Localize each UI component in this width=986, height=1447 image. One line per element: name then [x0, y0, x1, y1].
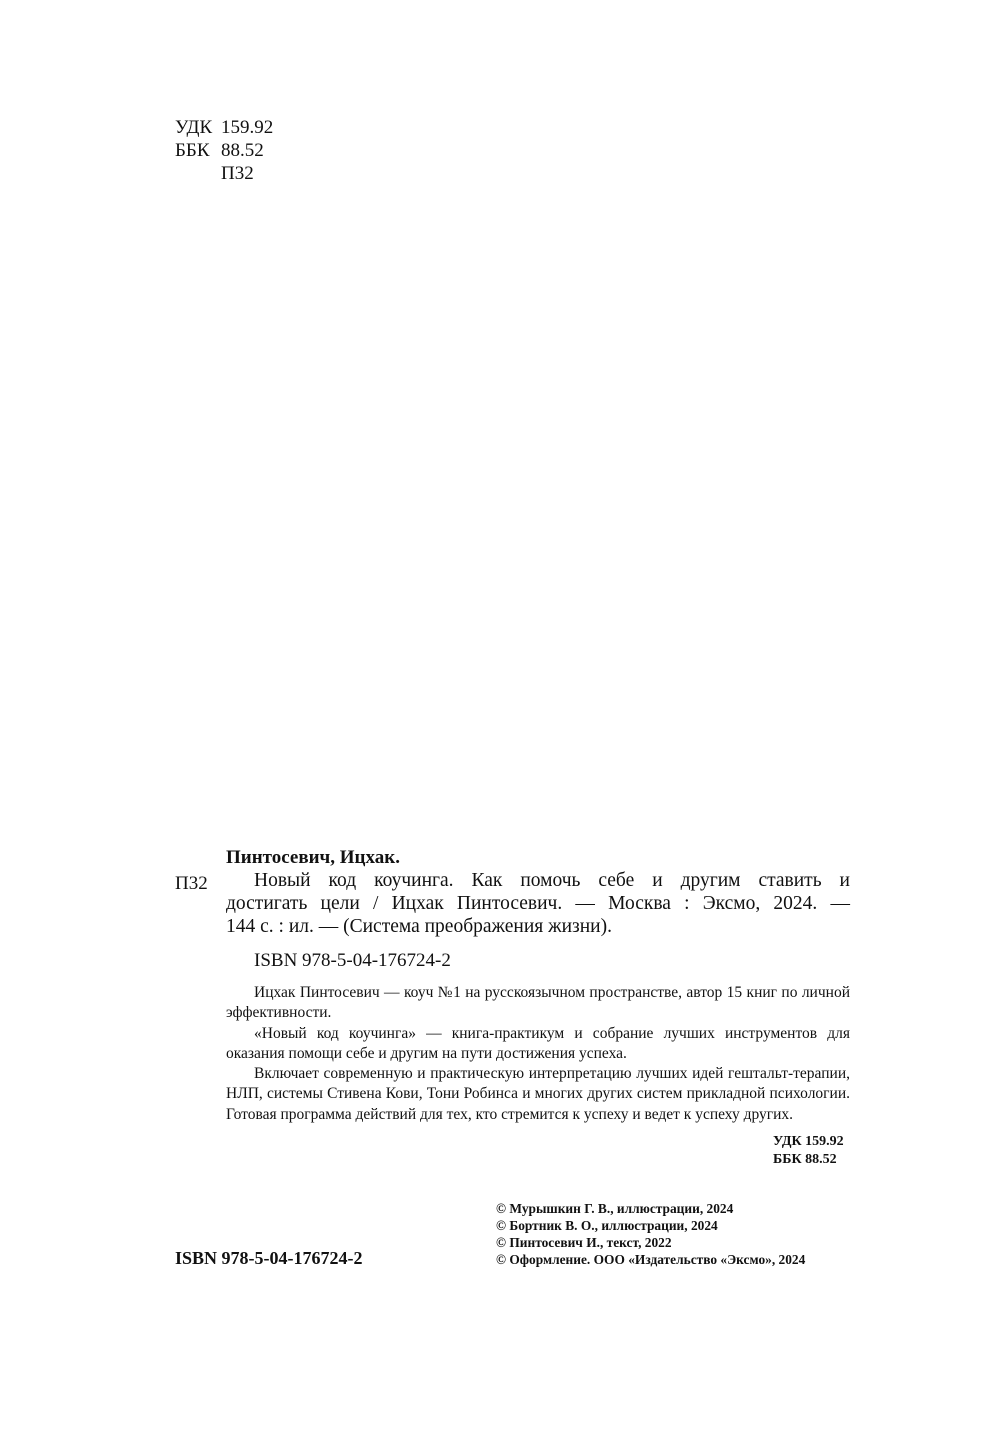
bbk-label: ББК — [175, 140, 210, 161]
annotation-paragraph: «Новый код коучинга» — книга-практикум и собрание лучших инструментов для оказания помощи себе и другим на пути достижения успеха. — [226, 1024, 850, 1062]
author-code-top: П32 — [221, 163, 254, 184]
annotation — [226, 983, 850, 1125]
copyright-block — [496, 1200, 805, 1268]
copyright-line: © Мурышкин Г. В., иллюстрации, 2024 — [496, 1201, 734, 1216]
card-description — [226, 869, 850, 938]
card-isbn: ISBN 978-5-04-176724-2 — [254, 950, 451, 971]
copyright-line: © Оформление. ООО «Издательство «Эксмо», 2024 — [496, 1252, 806, 1267]
udk-value: 159.92 — [221, 117, 274, 138]
card-description-line: достигать цели / Ицхак Пинтосевич. — Москва : Эксмо, 2024. — — [226, 893, 850, 914]
card-author-code: П32 — [175, 873, 208, 894]
copyright-line: © Пинтосевич И., текст, 2022 — [496, 1235, 672, 1250]
udk-top — [175, 116, 273, 139]
card-author: Пинтосевич, Ицхак. — [226, 847, 400, 868]
udk-label: УДК — [175, 117, 213, 138]
annotation-paragraph: Включает современную и практическую интерпретацию лучших идей гештальт-терапии, НЛП, системы Стивена Кови, Тони Робинса и многих других систем прикладной психологии. Готовая программа действий для тех, кто стремится к успеху и ведет к успеху других. — [226, 1065, 850, 1123]
card-description-line: Новый код коучинга. Как помочь себе и другим ставить и — [254, 870, 850, 891]
isbn-bottom: ISBN 978-5-04-176724-2 — [175, 1248, 363, 1268]
bbk-top — [175, 139, 264, 162]
bbk-value: 88.52 — [221, 140, 264, 161]
copyright-line: © Бортник В. О., иллюстрации, 2024 — [496, 1218, 718, 1233]
card-description-line: 144 с. : ил. — (Система преображения жизни). — [226, 916, 612, 937]
udk-bottom: УДК 159.92 — [773, 1134, 844, 1149]
bbk-bottom: ББК 88.52 — [773, 1152, 837, 1167]
annotation-paragraph: Ицхак Пинтосевич — коуч №1 на русскоязычном пространстве, автор 15 книг по личной эффективности. — [226, 984, 850, 1022]
